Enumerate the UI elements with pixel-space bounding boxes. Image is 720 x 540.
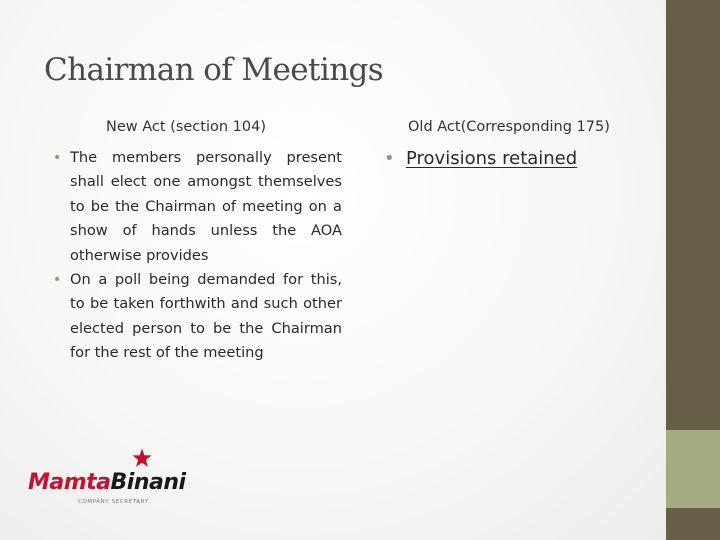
slide-title: Chairman of Meetings: [44, 52, 384, 88]
right-column-heading: Old Act(Corresponding 175): [408, 119, 610, 135]
bullet-icon: •: [384, 148, 395, 169]
list-item: [50, 146, 342, 268]
logo-subtitle: COMPANY SECRETARY: [78, 499, 149, 505]
side-band-top: [666, 0, 720, 430]
right-bullet-list: [384, 146, 577, 172]
bullet-text: Provisions retained: [406, 148, 578, 169]
left-bullet-list: [50, 146, 342, 366]
company-logo: [28, 448, 203, 520]
side-band-accent: [666, 430, 720, 508]
list-item: [384, 146, 577, 172]
bullet-icon: •: [53, 272, 62, 289]
side-band-bottom: [666, 508, 720, 540]
star-icon: [132, 448, 152, 468]
left-column-heading: New Act (section 104): [106, 119, 266, 135]
bullet-text: The members personally present shall elect one amongst themselves to be the Chairman of meeting on a show of hands unless the AOA otherwise provides: [70, 149, 342, 264]
logo-name-mamta: Mamta: [28, 470, 111, 495]
logo-wordmark: [28, 470, 186, 495]
bullet-text: On a poll being demanded for this, to be taken forthwith and such other elected person to be the Chairman for the rest of the meeting: [70, 271, 342, 362]
list-item: [50, 268, 342, 366]
logo-name-binani: Binani: [110, 470, 186, 495]
bullet-icon: •: [53, 150, 62, 166]
